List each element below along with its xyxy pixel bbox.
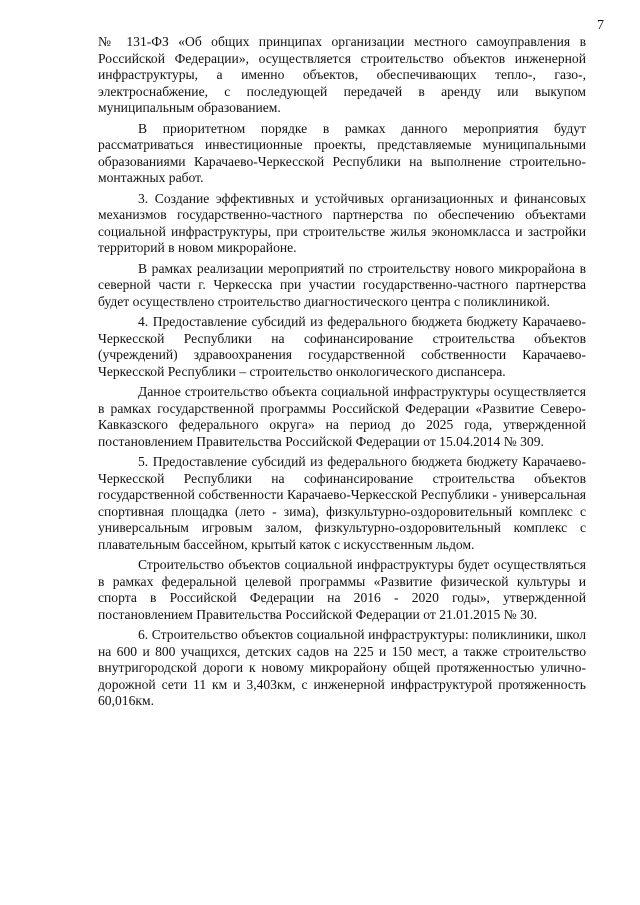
paragraph-continuation: № 131-ФЗ «Об общих принципах организации местного самоуправления в Российской Федерации», осуществляется строительство объектов инженерной инфраструктуры, а именно объектов, обеспечивающих тепло-, газо-, электроснабжение, с последующей передачей в аренду или выкупом муниципальным образованием. bbox=[98, 34, 586, 115]
document-body bbox=[98, 34, 586, 714]
paragraph-state-program: Данное строительство объекта социальной инфраструктуры осуществляется в рамках государственной программы Российской Федерации «Развитие Северо-Кавказского федерального округа» на период до 2025 года, утвержденной постановлением Правительства Российской Федерации от 15.04.2014 № 309. bbox=[98, 384, 586, 449]
paragraph-item-3: 3. Создание эффективных и устойчивых организационных и финансовых механизмов государственно-частного партнерства по обеспечению объектами социальной инфраструктуры, при строительстве жилья экономкласса и застройки территорий в новом микрорайоне. bbox=[98, 190, 586, 255]
paragraph-federal-program: Строительство объектов социальной инфраструктуры будет осуществляться в рамках федеральной целевой программы «Развитие физической культуры и спорта в Российской Федерации на 2016 - 2020 годы», утвержденной постановлением Правительства Российской Федерации от 21.01.2015 № 30. bbox=[98, 557, 586, 622]
paragraph-item-5: 5. Предоставление субсидий из федерального бюджета бюджету Карачаево-Черкесской Республики на софинансирование строительства объектов государственной собственности Карачаево-Черкесской Республики - универсальная спортивная площадка (лето - зима), физкультурно-оздоровительный комплекс с универсальным игровым залом, физкультурно-оздоровительный комплекс с плавательным бассейном, крытый каток с искусственным льдом. bbox=[98, 454, 586, 552]
paragraph-priority-projects: В приоритетном порядке в рамках данного мероприятия будут рассматриваться инвестиционные проекты, представляемые муниципальными образованиями Карачаево-Черкесской Республики на выполнение строительно-монтажных работ. bbox=[98, 120, 586, 185]
page-number: 7 bbox=[597, 18, 604, 33]
paragraph-diagnostic-center: В рамках реализации мероприятий по строительству нового микрорайона в северной части г. Черкесска при участии государственно-частного партнерства будет осуществлено строительство диагностического центра с поликлиникой. bbox=[98, 260, 586, 309]
paragraph-item-6: 6. Строительство объектов социальной инфраструктуры: поликлиники, школ на 600 и 800 учащихся, детских садов на 225 и 150 мест, а также строительство внутригородской дороги к новому микрорайону общей протяженностью улично-дорожной сети 11 км и 3,403км, с инженерной инфраструктурой протяженность 60,016км. bbox=[98, 627, 586, 708]
paragraph-item-4: 4. Предоставление субсидий из федерального бюджета бюджету Карачаево-Черкесской Республики на софинансирование строительства объектов (учреждений) здравоохранения государственной собственности Карачаево-Черкесской Республики – строительство онкологического диспансера. bbox=[98, 314, 586, 379]
